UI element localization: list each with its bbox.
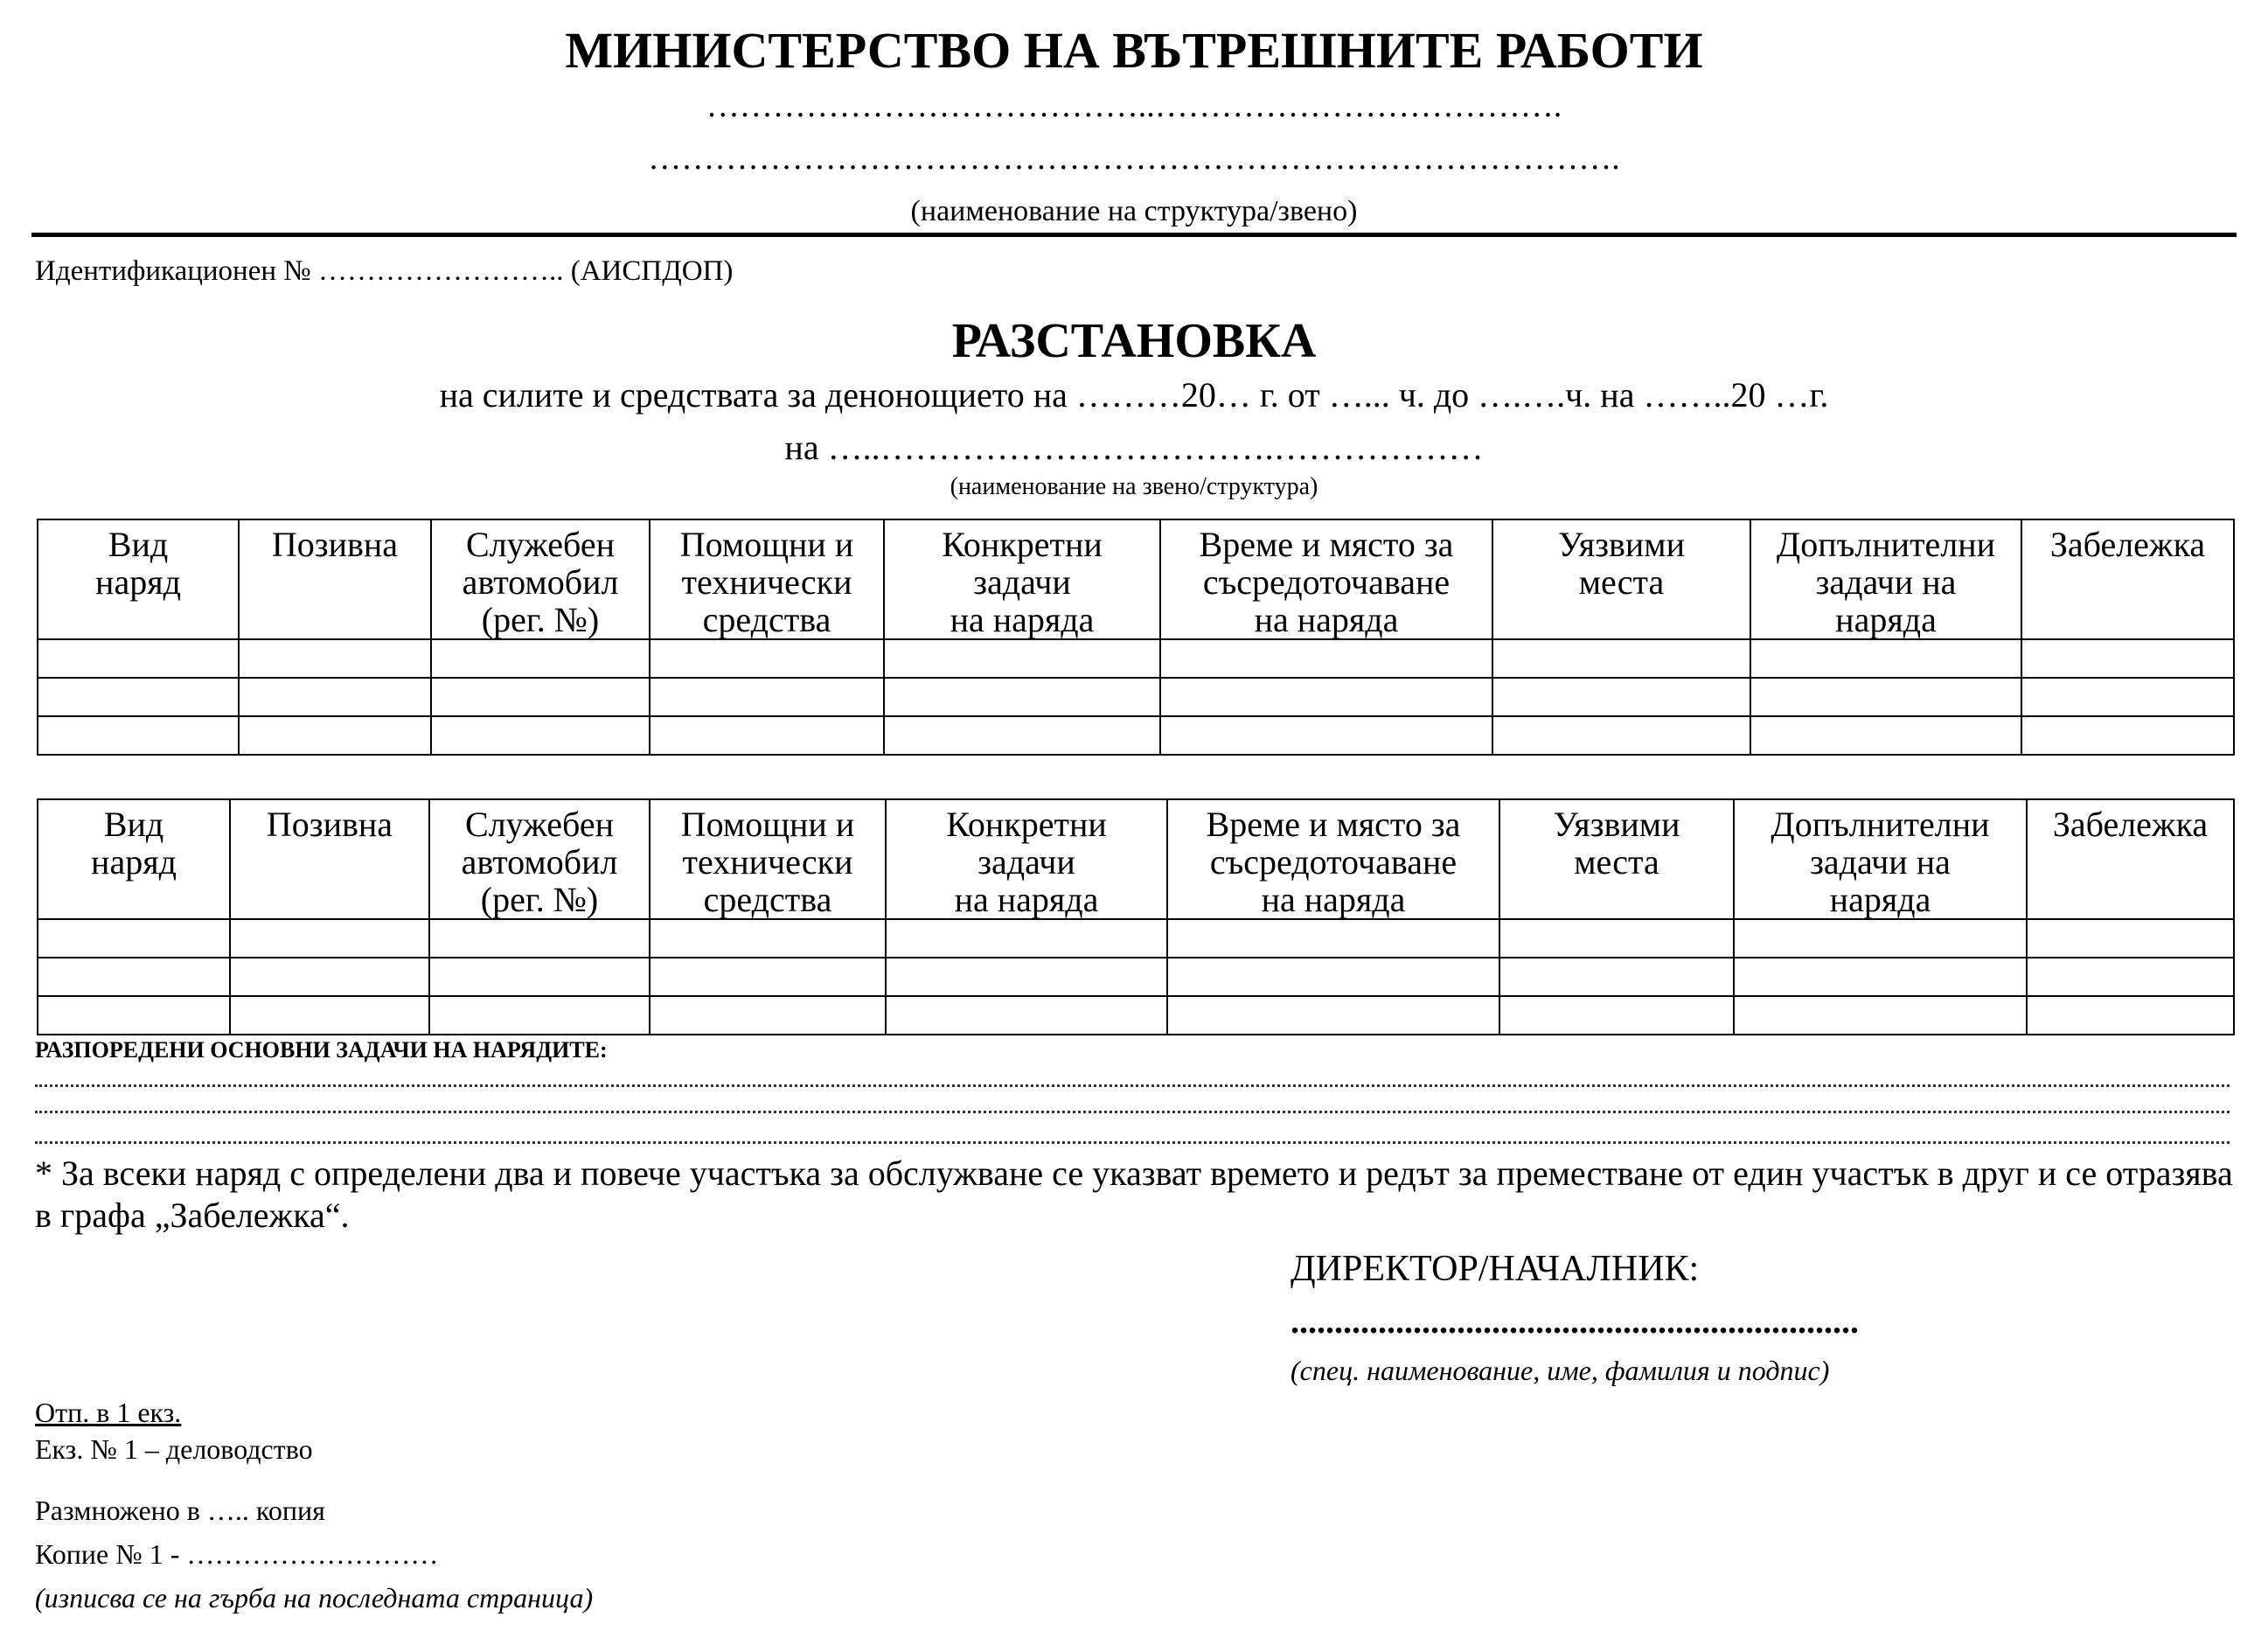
tasks-fill-line[interactable]: [35, 1111, 2230, 1113]
back-page-note: (изписва се на гърба на последната страница): [35, 1582, 594, 1614]
column-header: [650, 526, 883, 638]
table-cell[interactable]: [650, 919, 886, 958]
column-header: [885, 526, 1159, 638]
column-header-line: Вид: [108, 525, 169, 564]
header-cell: [38, 519, 239, 639]
copy-registry: Екз. № 1 – деловодство: [35, 1433, 313, 1465]
column-header-line: съсредоточаване: [1209, 842, 1458, 882]
column-header: [1500, 805, 1733, 881]
table-row: [38, 919, 2234, 958]
column-header-line: (рег. №): [480, 880, 599, 919]
table-cell[interactable]: [884, 678, 1160, 716]
column-header-line: задачи на: [1815, 562, 1957, 602]
copies-printed: Отп. в 1 екз.: [35, 1397, 182, 1428]
column-header-line: задачи: [973, 562, 1071, 602]
table-cell[interactable]: [239, 716, 431, 755]
column-header-line: наряда: [1835, 600, 1937, 639]
column-header-line: места: [1574, 842, 1659, 882]
header-cell: [230, 799, 429, 919]
header-cell: [1167, 799, 1499, 919]
structure-name-line-2: …………………………………………………………………………….: [648, 140, 1620, 177]
subtitle-period: на силите и средствата за денонощието на ………20… г. от …... ч. до ….….ч. на ……..20 …г.: [439, 375, 1829, 415]
column-header-line: наряд: [95, 562, 181, 602]
table-cell[interactable]: [1499, 958, 1734, 996]
table-cell[interactable]: [650, 639, 884, 678]
director-label: ДИРЕКТОР/НАЧАЛНИК:: [1291, 1249, 1700, 1289]
table-cell[interactable]: [650, 678, 884, 716]
column-header: [38, 526, 238, 601]
column-header-line: наряд: [91, 842, 177, 882]
column-header-line: на наряда: [954, 880, 1099, 919]
table-header-row: [38, 519, 2234, 639]
structure-name-line-1: …………………………………..……………………………….: [706, 87, 1562, 124]
column-header: [231, 805, 428, 843]
table-cell[interactable]: [38, 919, 230, 958]
table-row: [38, 996, 2234, 1035]
column-header-line: технически: [681, 562, 852, 602]
column-header: [2028, 805, 2233, 843]
table-cell[interactable]: [1160, 678, 1492, 716]
column-header-line: технически: [682, 842, 853, 882]
header-cell: [884, 519, 1160, 639]
column-header-line: (рег. №): [481, 600, 600, 639]
table-cell[interactable]: [1750, 678, 2021, 716]
table-cell[interactable]: [1167, 919, 1499, 958]
header-cell: [2027, 799, 2234, 919]
table-cell[interactable]: [1160, 716, 1492, 755]
header-cell: [886, 799, 1167, 919]
column-header-line: Конкретни: [946, 805, 1107, 844]
table-cell[interactable]: [1734, 919, 2027, 958]
table-cell[interactable]: [431, 639, 650, 678]
identification-number: Идентификационен № …………………….. (АИСПДОП): [35, 255, 734, 287]
column-header-line: Забележка: [2049, 525, 2206, 564]
column-header-line: на наряда: [1261, 880, 1406, 919]
tasks-label: РАЗПОРЕДЕНИ ОСНОВНИ ЗАДАЧИ НА НАРЯДИТЕ:: [35, 1037, 608, 1063]
column-header-line: на наряда: [950, 600, 1095, 639]
header-cell: [650, 519, 884, 639]
header-cell: [1160, 519, 1492, 639]
table-cell[interactable]: [650, 958, 886, 996]
table-cell[interactable]: [230, 958, 429, 996]
table-cell[interactable]: [2027, 919, 2234, 958]
column-header: [1751, 526, 2021, 638]
table-cell[interactable]: [2021, 678, 2234, 716]
table-cell[interactable]: [2021, 639, 2234, 678]
column-header-line: Позивна: [271, 525, 399, 564]
column-header: [887, 805, 1166, 918]
copy-number: Копие № 1 - ………………………: [35, 1538, 439, 1570]
column-header-line: Време и място за: [1206, 805, 1461, 844]
unit-caption: (наименование на звено/структура): [950, 473, 1318, 500]
table-cell[interactable]: [650, 716, 884, 755]
column-header: [38, 805, 229, 881]
table-cell[interactable]: [1160, 639, 1492, 678]
table-cell[interactable]: [38, 996, 230, 1035]
table-row: [38, 958, 2234, 996]
table-cell[interactable]: [884, 639, 1160, 678]
header-cell: [429, 799, 650, 919]
column-header-line: задачи на: [1810, 842, 1951, 882]
column-header-line: задачи: [977, 842, 1075, 882]
header-cell: [1492, 519, 1750, 639]
table-cell[interactable]: [38, 716, 239, 755]
table-cell[interactable]: [1492, 678, 1750, 716]
table-row: [38, 639, 2234, 678]
column-header-line: автомобил: [461, 842, 618, 882]
header-cell: [1734, 799, 2027, 919]
tasks-fill-line[interactable]: [35, 1141, 2230, 1144]
subtitle-unit: на …..…………………………….………………: [784, 428, 1484, 467]
table-cell[interactable]: [1499, 919, 1734, 958]
column-header: [1735, 805, 2026, 918]
column-header-line: Вид: [103, 805, 164, 844]
header-cell: [2021, 519, 2234, 639]
column-header: [1161, 526, 1492, 638]
table-cell[interactable]: [2027, 996, 2234, 1035]
director-signature-line: .................................................................: [1291, 1301, 1859, 1341]
column-header-line: автомобил: [462, 562, 619, 602]
table-cell[interactable]: [1492, 639, 1750, 678]
deployment-table-1: [37, 519, 2235, 756]
table-cell[interactable]: [230, 919, 429, 958]
column-header-line: на наряда: [1254, 600, 1399, 639]
column-header-line: Забележка: [2052, 805, 2209, 844]
column-header-line: Позивна: [266, 805, 393, 844]
table-cell[interactable]: [239, 678, 431, 716]
column-header-line: Допълнителни: [1776, 525, 1996, 564]
table-cell[interactable]: [1734, 958, 2027, 996]
table-cell[interactable]: [429, 919, 650, 958]
header-divider: [31, 233, 2237, 237]
table-row: [38, 716, 2234, 755]
tasks-fill-line[interactable]: [35, 1084, 2230, 1087]
header-cell: [38, 799, 230, 919]
table-cell[interactable]: [230, 996, 429, 1035]
table-cell[interactable]: [38, 958, 230, 996]
table-cell[interactable]: [239, 639, 431, 678]
table-cell[interactable]: [1750, 716, 2021, 755]
table-cell[interactable]: [650, 996, 886, 1035]
table-cell[interactable]: [1492, 716, 1750, 755]
header-cell: [1499, 799, 1734, 919]
column-header-line: Уязвими: [1553, 805, 1680, 844]
header-cell: [1750, 519, 2021, 639]
column-header: [240, 526, 430, 563]
table-cell[interactable]: [1167, 996, 1499, 1035]
column-header-line: Помощни и: [680, 805, 855, 844]
column-header-line: Време и място за: [1199, 525, 1454, 564]
column-header-line: съсредоточаване: [1202, 562, 1451, 602]
table-cell[interactable]: [1734, 996, 2027, 1035]
table-cell[interactable]: [431, 678, 650, 716]
table-cell[interactable]: [884, 716, 1160, 755]
column-header: [430, 805, 649, 918]
ministry-title: МИНИСТЕРСТВО НА ВЪТРЕШНИТЕ РАБОТИ: [565, 22, 1703, 79]
table-cell[interactable]: [2021, 716, 2234, 755]
column-header: [1168, 805, 1499, 918]
table-cell[interactable]: [431, 716, 650, 755]
structure-caption: (наименование на структура/звено): [910, 195, 1358, 227]
header-cell: [431, 519, 650, 639]
header-cell: [650, 799, 886, 919]
table-cell[interactable]: [886, 996, 1167, 1035]
column-header-line: наряда: [1829, 880, 1931, 919]
director-caption: (спец. наименование, име, фамилия и подпис): [1291, 1355, 1830, 1386]
column-header-line: Допълнителни: [1771, 805, 1990, 844]
column-header: [432, 526, 649, 638]
column-header-line: средства: [702, 600, 831, 639]
column-header: [1493, 526, 1750, 601]
footnote: * За всеки наряд с определени два и повече участъка за обслужване се указват времето и редът за преместване от един участък в друг и се отразява в графа „Забележка“.: [35, 1154, 2233, 1235]
table-cell[interactable]: [886, 958, 1167, 996]
column-header-line: Помощни и: [679, 525, 854, 564]
column-header-line: места: [1578, 562, 1665, 602]
table-cell[interactable]: [1750, 639, 2021, 678]
column-header: [2022, 526, 2233, 563]
column-header-line: средства: [703, 880, 832, 919]
table-cell[interactable]: [2027, 958, 2234, 996]
deployment-table-2: [37, 798, 2235, 1035]
table-cell[interactable]: [429, 996, 650, 1035]
table-cell[interactable]: [1499, 996, 1734, 1035]
table-cell[interactable]: [38, 678, 239, 716]
column-header-line: Служебен: [466, 525, 615, 564]
table-header-row: [38, 799, 2234, 919]
table-cell[interactable]: [1167, 958, 1499, 996]
copies-reproduced: Размножено в ….. копия: [35, 1495, 325, 1526]
header-cell: [239, 519, 431, 639]
table-cell[interactable]: [886, 919, 1167, 958]
column-header-line: Уязвими: [1557, 525, 1686, 564]
table-cell[interactable]: [38, 639, 239, 678]
table-cell[interactable]: [429, 958, 650, 996]
column-header-line: Служебен: [465, 805, 614, 844]
table-row: [38, 678, 2234, 716]
column-header-line: Конкретни: [942, 525, 1103, 564]
document-title: РАЗСТАНОВКА: [951, 314, 1317, 368]
column-header: [650, 805, 885, 918]
